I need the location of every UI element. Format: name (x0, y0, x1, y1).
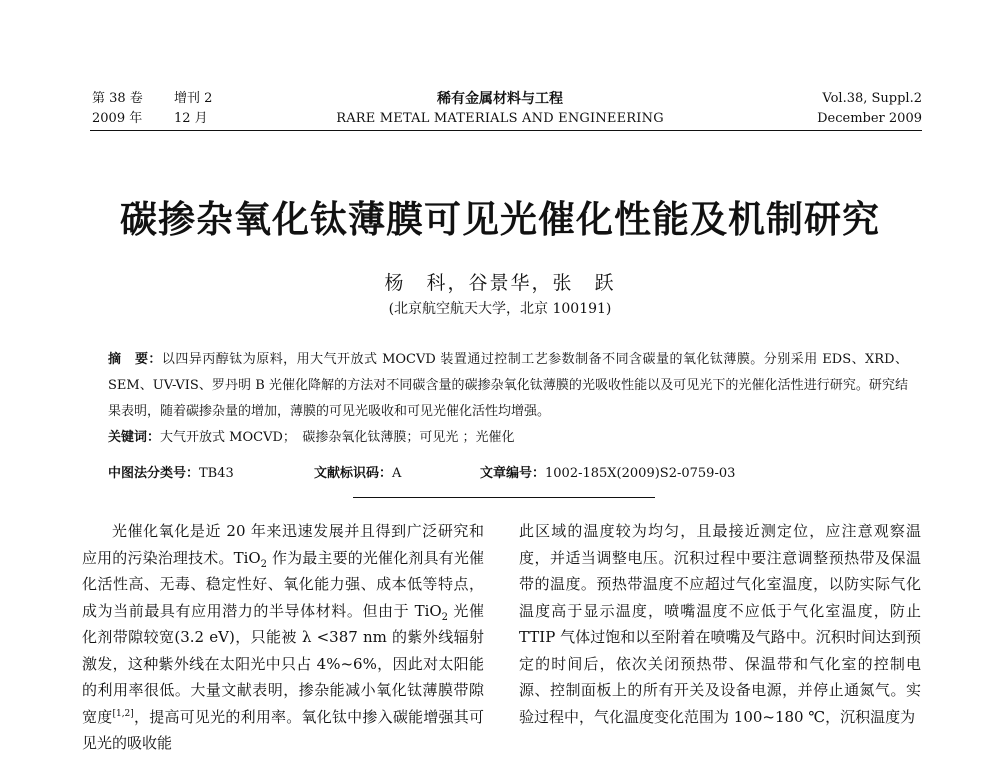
article-no-label: 文章编号： (480, 466, 546, 481)
body-text: 光催化剂带隙较宽(3.2 eV)，只能被 λ <387 nm 的紫外线辐射激发，这种紫外线在太阳光中只占 4%~6%，因此对太阳能的利用率很低。大量文献表明，掺杂能减小氧化钛薄膜带隙宽度 (82, 601, 484, 726)
classification-line (108, 464, 908, 484)
body-text: 作为最主要的光催化剂具有光催化活性高、无毒、稳定性好、氧化能力强、成本低等特点，成为当前最具有应用潜力的半导体材料。但由于 (82, 548, 484, 620)
authors: 杨 科，谷景华，张 跃 (384, 272, 616, 294)
doc-code-label: 文献标识码： (314, 466, 393, 481)
doc-code-value: A (392, 466, 402, 481)
abstract-rule (353, 497, 655, 498)
volume-en: Vol.38, Suppl.2 (822, 91, 922, 106)
formula-text: TiO (414, 601, 442, 620)
month: 12 月 (174, 111, 208, 126)
body-column-right: 此区域的温度较为均匀，且最接近测定位，应注意观察温度，并适当调整电压。沉积过程中要注意调整预热带及保温带的温度。预热带温度不应超过气化室温度，以防实际气化温度高于显示温度，喷嘴温度不应低于气化室温度，防止 TTIP 气体过饱和以至附着在喷嘴及气路中。沉积时间达到预定的时间后，依次关闭预热带、保温带和气化室的控制电源、控制面板上的所有开关及设备电源，并停止通氮气。实验过程中，气化温度变化范围为 100~180 ℃，沉积温度为 (519, 522, 921, 726)
article-no-value: 1002-185X(2009)S2-0759-03 (545, 466, 736, 481)
body-text: 光催化氧化是近 20 年来迅速发展并且得到广泛研究和应用的污染治理技术。 (82, 522, 484, 567)
year: 2009 年 (92, 111, 143, 126)
paper-title: 碳掺杂氧化钛薄膜可见光催化性能及机制研究 (120, 198, 880, 241)
subscript: 2 (441, 611, 449, 623)
keywords (108, 425, 908, 451)
supplement: 增刊 2 (174, 91, 213, 106)
date-en: December 2009 (817, 111, 922, 126)
journal-name-cn: 稀有金属材料与工程 (437, 91, 563, 107)
abstract-text: 以四异丙醇钛为原料，用大气开放式 MOCVD 装置通过控制工艺参数制备不同含碳量的氧化钛薄膜。分别采用 EDS、XRD、SEM、UV-VIS、罗丹明 B 光催化降解的方法对不同碳含量的碳掺杂氧化钛薄膜的光吸收性能以及可见光下的光催化活性进行研究。研究结果表明，随着碳掺杂量的增加，薄膜的可见光吸收和可见光催化活性均增强。 (108, 352, 908, 419)
citation: [1,2] (112, 708, 134, 719)
abstract-label: 摘 要： (108, 352, 162, 367)
volume: 第 38 卷 (92, 91, 143, 106)
abstract (108, 347, 908, 451)
affiliation: (北京航空航天大学，北京 100191) (388, 301, 612, 317)
header-rule (90, 130, 922, 131)
keywords-label: 关键词： (108, 430, 161, 445)
clc-label: 中图法分类号： (108, 466, 200, 481)
journal-name-en: RARE METAL MATERIALS AND ENGINEERING (336, 111, 664, 126)
body-column-left (82, 518, 484, 757)
subscript: 2 (260, 558, 268, 570)
running-header-right (817, 89, 922, 129)
formula-text: TiO (233, 548, 261, 567)
keywords-text: 大气开放式 MOCVD； 碳掺杂氧化钛薄膜；可见光 ；光催化 (160, 430, 515, 445)
clc-value: TB43 (199, 466, 234, 481)
body-text: ，提高可见光的利用率。氧化钛中掺入碳能增强其可见光的吸收能 (82, 707, 484, 752)
